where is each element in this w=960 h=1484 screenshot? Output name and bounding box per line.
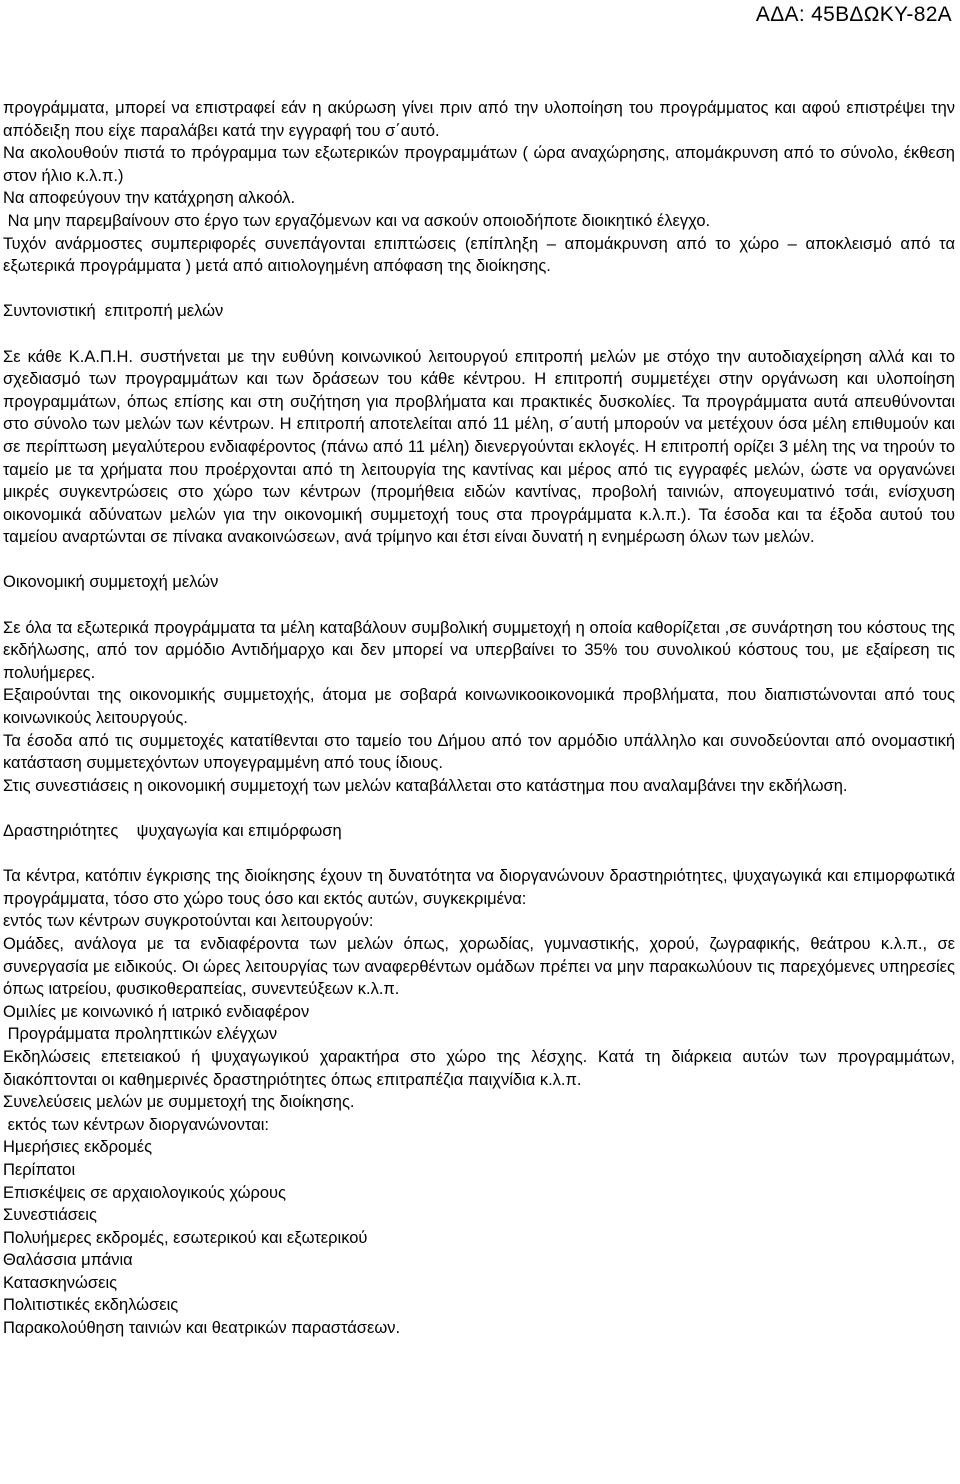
financial-revenue: Τα έσοδα από τις συμμετοχές κατατίθενται στο ταμείο του Δήμου από τον αρμόδιο υπάλληλο και συνοδεύονται από ονομαστική κατάσταση συμμετεχόντων υπογεγραμμένη από τους ίδιους. bbox=[3, 731, 955, 773]
list-item: Ημερήσιες εκδρομές bbox=[3, 1138, 153, 1157]
list-item: Πολιτιστικές εκδηλώσεις bbox=[3, 1296, 179, 1315]
financial-participation: Σε όλα τα εξωτερικά προγράμματα τα μέλη καταβάλουν συμβολική συμμετοχή η οποία καθορίζεται ,σε συνάρτηση του κόστους της εκδήλωσης, από τον αρμόδιο Αντιδήμαρχο και δεν μπορεί να υπερβαίνει το 35% του συνολικού κόστους του, με εξαίρεση τις πολυήμερες. bbox=[3, 618, 955, 682]
document-body bbox=[3, 97, 955, 1340]
activities-meetings: Συνελεύσεις μελών με συμμετοχή της διοίκησης. bbox=[3, 1093, 355, 1112]
financial-dinners: Στις συνεστιάσεις η οικονομική συμμετοχή των μελών καταβάλλεται στο κατάστημα που αναλαμβάνει την εκδήλωση. bbox=[3, 776, 848, 795]
list-item: Περίπατοι bbox=[3, 1160, 76, 1179]
section-heading-committee: Συντονιστική επιτροπή μελών bbox=[3, 302, 224, 321]
committee-body: Σε κάθε Κ.Α.Π.Η. συστήνεται με την ευθύνη κοινωνικού λειτουργού επιτροπή μελών με στόχο την αυτοδιαχείρηση αλλά και το σχεδιασμό των προγραμμάτων και των δράσεων του κάθε κέντρου. Η επιτροπή συμμετέχει στην οργάνωση και υλοποίηση προγραμμάτων, όπως επίσης και στη συζήτηση για προβλήματα και πρακτικές δυσκολίες. Τα προγράμματα αυτά απευθύνονται στο σύνολο των μελών των κέντρων. Η επιτροπή αποτελείται από 11 μέλη, σ΄αυτή μπορούν να μετέχουν όσα μέλη επιθυμούν και σε περίπτωση μεγαλύτερου ενδιαφέροντος (πάνω από 11 μέλη) διενεργούνται εκλογές. Η επιτροπή ορίζει 3 μέλη της να τηρούν το ταμείο με τα χρήματα που προέρχονται από τη λειτουργία της καντίνας και μέρος από τις εγγραφές μελών, ώστε να οργανώνει μικρές συγκεντρώσεις στο χώρο των κέντρων (προμήθεια ειδών καντίνας, προβολή ταινιών, απογευματινό τσάι, ενίσχυση οικονομικά αδύνατων μελών για την οικονομική συμμετοχή τους στα προγράμματα κ.λ.π.). Τα έσοδα και τα έξοδα αυτού του ταμείου αναρτώνται σε πίνακα ανακοινώσεων, ανά τρίμηνο και έτσι είναι δυνατή η ενημέρωση όλων των μελών. bbox=[3, 347, 955, 547]
activities-talks: Ομιλίες με κοινωνικό ή ιατρικό ενδιαφέρον bbox=[3, 1002, 310, 1021]
activities-outside-label: εκτός των κέντρων διοργανώνονται: bbox=[3, 1115, 269, 1134]
document-code: ΑΔΑ: 45ΒΔΩΚΥ-82Α bbox=[755, 3, 952, 26]
activities-inside-label: εντός των κέντρων συγκροτούνται και λειτουργούν: bbox=[3, 912, 374, 931]
rule-no-interference: Να μην παρεμβαίνουν στο έργο των εργαζόμενων και να ασκούν οποιοδήποτε διοικητικό έλεγχο. bbox=[3, 211, 711, 230]
activities-screening: Προγράμματα προληπτικών ελέγχων bbox=[3, 1025, 278, 1044]
list-item: Συνεστιάσεις bbox=[3, 1206, 97, 1225]
rule-alcohol: Να αποφεύγουν την κατάχρηση αλκοόλ. bbox=[3, 189, 296, 208]
activities-groups: Ομάδες, ανάλογα με τα ενδιαφέροντα των μελών όπως, χορωδίας, γυμναστικής, χορού, ζωγραφικής, θεάτρου κ.λ.π., σε συνεργασία με ειδικούς. Οι ώρες λειτουργίας των αναφερθέντων ομάδων πρέπει να μην παρακωλύουν τις παρεχόμενες υπηρεσίες όπως ιατρείου, φυσικοθεραπείας, συνεντεύξεων κ.λ.π. bbox=[3, 934, 955, 999]
rule-refund: προγράμματα, μπορεί να επιστραφεί εάν η ακύρωση γίνει πριν από την υλοποίηση του προγράμματος και αφού επιστρέψει την απόδειξη που είχε παραλάβει κατά την εγγραφή του σ΄αυτό. bbox=[3, 99, 955, 140]
rule-schedule: Να ακολουθούν πιστά το πρόγραμμα των εξωτερικών προγραμμάτων ( ώρα αναχώρησης, απομάκρυνση από το σύνολο, έκθεση στον ήλιο κ.λ.π.) bbox=[3, 144, 955, 185]
activities-events: Εκδηλώσεις επετειακού ή ψυχαγωγικού χαρακτήρα στο χώρο της λέσχης. Κατά τη διάρκεια αυτών των προγραμμάτων, διακόπτονται οι καθημερινές δραστηριότητες όπως επιτραπέζια παιχνίδια κ.λ.π. bbox=[3, 1047, 955, 1089]
activities-intro: Τα κέντρα, κατόπιν έγκρισης της διοίκησης έχουν τη δυνατότητα να διοργανώνουν δραστηριότητες, ψυχαγωγικά και επιμορφωτικά προγράμματα, τόσο στο χώρο τους όσο και εκτός αυτών, συγκεκριμένα: bbox=[3, 867, 955, 908]
list-item: Θαλάσσια μπάνια bbox=[3, 1251, 133, 1270]
rule-sanctions: Τυχόν ανάρμοστες συμπεριφορές συνεπάγονται επιπτώσεις (επίπληξη – απομάκρυνση από το χώρο – αποκλεισμό από τα εξωτερικά προγράμματα ) μετά από αιτιολογημένη απόφαση της διοίκησης. bbox=[3, 234, 955, 276]
section-heading-activities: Δραστηριότητες ψυχαγωγία και επιμόρφωση bbox=[3, 822, 342, 840]
list-item: Πολυήμερες εκδρομές, εσωτερικού και εξωτερικού bbox=[3, 1228, 368, 1247]
list-item: Επισκέψεις σε αρχαιολογικούς χώρους bbox=[3, 1183, 287, 1202]
financial-exemptions: Εξαιρούνται της οικονομικής συμμετοχής, άτομα με σοβαρά κοινωνικοοικονομικά προβλήματα, που διαπιστώνονται από τους κοινωνικούς λειτουργούς. bbox=[3, 686, 955, 728]
list-item: Κατασκηνώσεις bbox=[3, 1273, 118, 1292]
section-heading-financial: Οικονομική συμμετοχή μελών bbox=[3, 573, 219, 592]
list-item: Παρακολούθηση ταινιών και θεατρικών παραστάσεων. bbox=[3, 1319, 401, 1338]
